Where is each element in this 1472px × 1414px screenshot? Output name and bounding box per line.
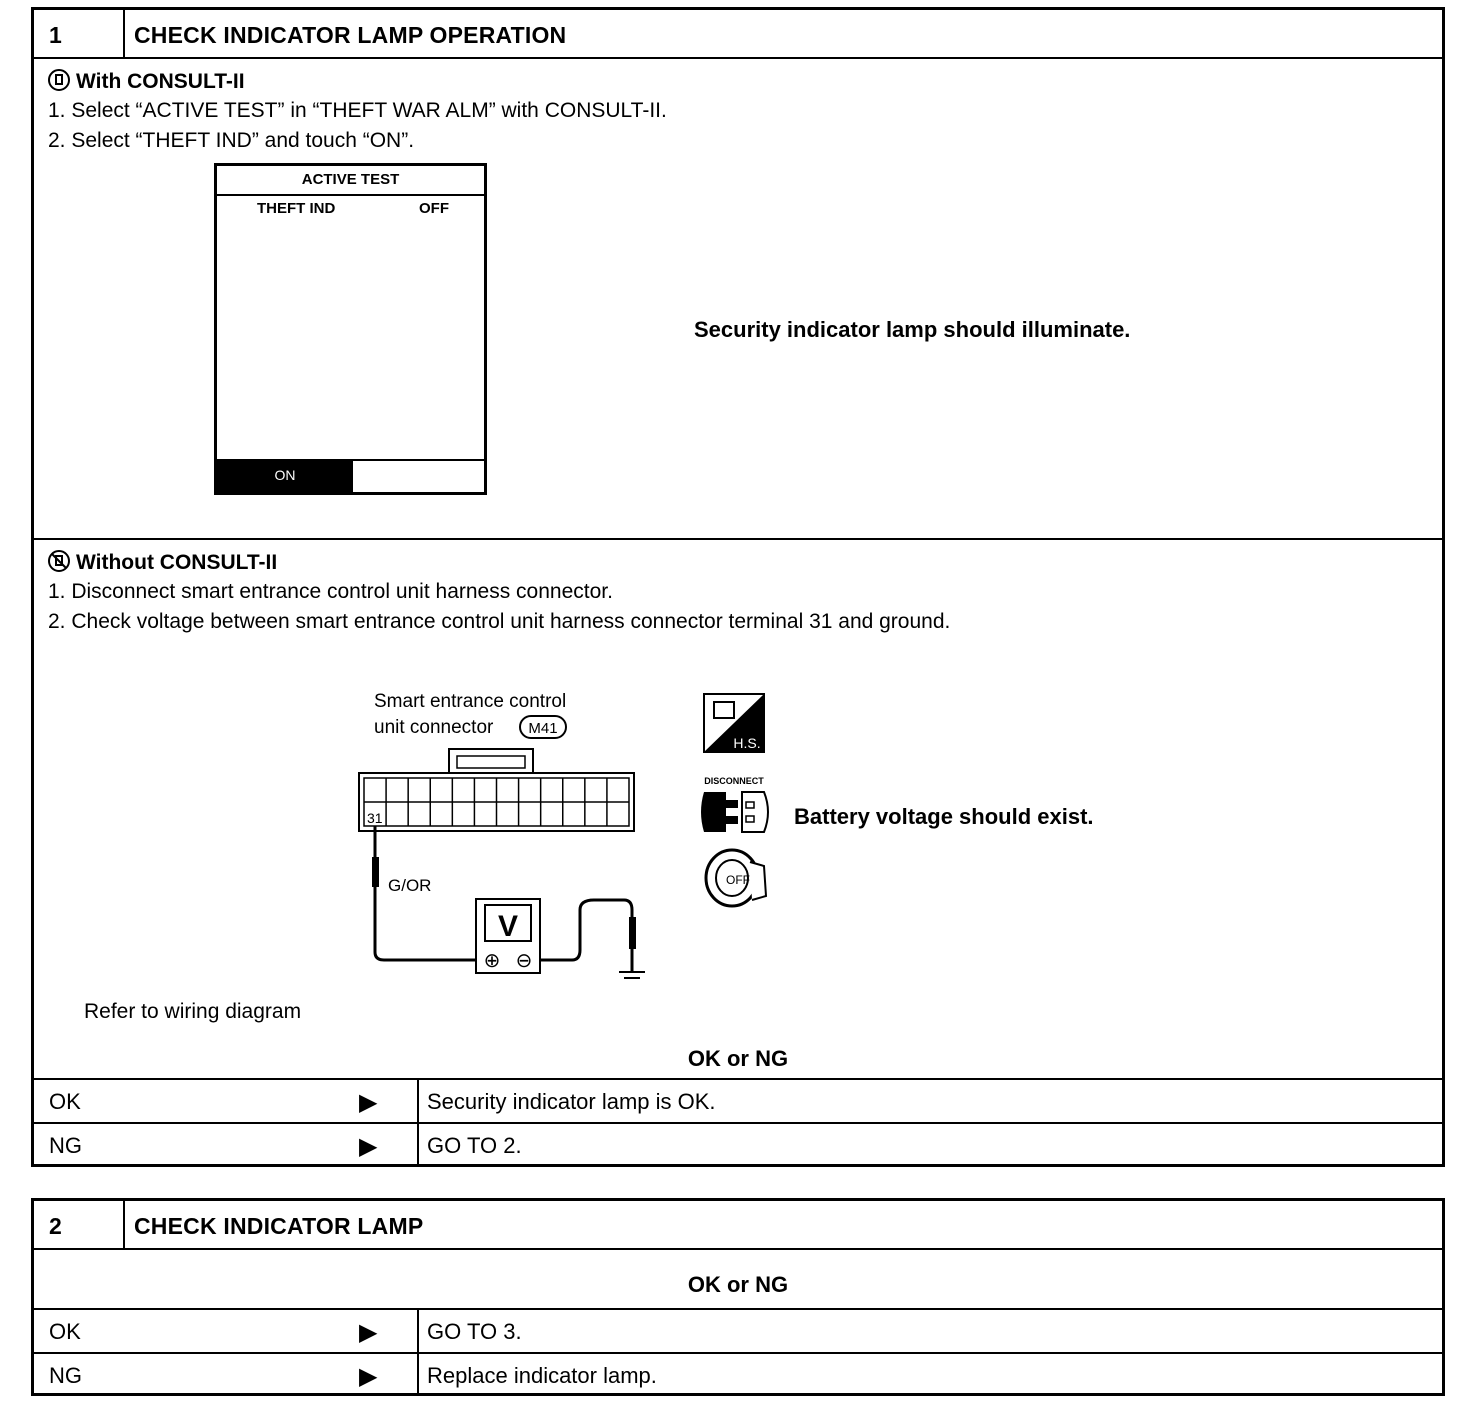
- disconnect-label: DISCONNECT: [704, 776, 764, 786]
- connector-label-line1: Smart entrance control: [374, 691, 567, 712]
- with-consult-heading-text: With CONSULT-II: [76, 70, 245, 93]
- step-1-header: [34, 10, 1442, 57]
- result-ng-left: [34, 1124, 419, 1164]
- without-consult-step-1: 1. Disconnect smart entrance control unit harness connector.: [48, 580, 613, 603]
- result-ng-left: [34, 1354, 419, 1393]
- step-2-table: [31, 1198, 1445, 1396]
- without-consult-heading: [48, 550, 277, 575]
- probe-tip-negative: [629, 917, 636, 949]
- voltmeter-symbol: V: [497, 910, 519, 943]
- wire-to-meter: [375, 952, 476, 960]
- ok-ng-title: OK or NG: [687, 1272, 789, 1297]
- screen-item-name: THEFT IND: [257, 200, 336, 217]
- terminal-number: 31: [367, 810, 383, 826]
- screen-footer-blank: [353, 459, 484, 492]
- result-ng-label: NG: [49, 1133, 82, 1158]
- result-row-ng: [34, 1122, 1442, 1164]
- step-title: CHECK INDICATOR LAMP: [134, 1213, 424, 1239]
- step-2-ok-ng-section: [34, 1248, 1442, 1308]
- result-row-ok: [34, 1078, 1442, 1122]
- with-consult-heading: [48, 69, 245, 94]
- step-number: 1: [34, 10, 125, 57]
- result-ok-left: [34, 1310, 419, 1352]
- with-consult-section: [34, 57, 1442, 538]
- connector-label-line2: unit connector: [374, 717, 494, 738]
- result-ng-action: Replace indicator lamp.: [427, 1363, 657, 1388]
- with-consult-step-2: 2. Select “THEFT IND” and touch “ON”.: [48, 129, 415, 152]
- without-consult-section: [34, 538, 1442, 1078]
- result-row-ng: [34, 1352, 1442, 1393]
- screen-header: ACTIVE TEST: [217, 166, 484, 196]
- screen-item-value: OFF: [419, 200, 449, 217]
- connector-id: M41: [528, 720, 558, 737]
- result-ok-action: Security indicator lamp is OK.: [427, 1089, 716, 1114]
- result-row-ok: [34, 1308, 1442, 1352]
- result-ng-action: GO TO 2.: [427, 1133, 522, 1158]
- probe-tip-positive: [372, 857, 379, 887]
- step-number: 2: [34, 1201, 125, 1248]
- wire-color-label: G/OR: [388, 876, 432, 895]
- with-consult-step-1: 1. Select “ACTIVE TEST” in “THEFT WAR ALM” with CONSULT-II.: [48, 99, 667, 122]
- ignition-off-icon: [706, 850, 766, 906]
- probe-wire-negative: [540, 900, 632, 972]
- refer-wiring-diagram: Refer to wiring diagram: [84, 1000, 302, 1023]
- result-ok-label: OK: [49, 1319, 81, 1344]
- consult-tool-icon: [48, 69, 70, 91]
- ok-ng-title: OK or NG: [687, 1046, 789, 1071]
- without-consult-heading-text: Without CONSULT-II: [76, 551, 278, 574]
- screen-on-button[interactable]: ON: [217, 459, 353, 492]
- arrow-right-icon: ▶: [359, 1319, 378, 1346]
- ignition-off-label: OFF: [726, 873, 750, 887]
- arrow-right-icon: ▶: [359, 1133, 378, 1160]
- result-ok-left: [34, 1080, 419, 1122]
- no-consult-icon: [48, 550, 70, 572]
- result-ok-label: OK: [49, 1089, 81, 1114]
- without-consult-result: Battery voltage should exist.: [794, 804, 1094, 829]
- minus-terminal-icon: ⊖: [515, 950, 533, 972]
- hs-icon: [704, 694, 764, 752]
- result-ng-label: NG: [49, 1363, 82, 1388]
- without-consult-step-2: 2. Check voltage between smart entrance control unit harness connector terminal 31 and ground.: [48, 610, 951, 633]
- hs-label: H.S.: [733, 735, 761, 751]
- with-consult-result: Security indicator lamp should illuminate.: [694, 317, 1131, 342]
- step-1-table: [31, 7, 1445, 1167]
- step-2-header: [34, 1201, 1442, 1248]
- ground-icon: [619, 972, 645, 982]
- step-title: CHECK INDICATOR LAMP OPERATION: [134, 22, 567, 48]
- voltage-check-diagram: [354, 682, 774, 982]
- disconnect-connector-icon: [701, 792, 768, 832]
- cross-icon: [50, 552, 68, 570]
- arrow-right-icon: ▶: [359, 1089, 378, 1116]
- consult-screen: [214, 163, 487, 495]
- arrow-right-icon: ▶: [359, 1363, 378, 1390]
- plus-terminal-icon: ⊕: [483, 950, 501, 972]
- result-ok-action: GO TO 3.: [427, 1319, 522, 1344]
